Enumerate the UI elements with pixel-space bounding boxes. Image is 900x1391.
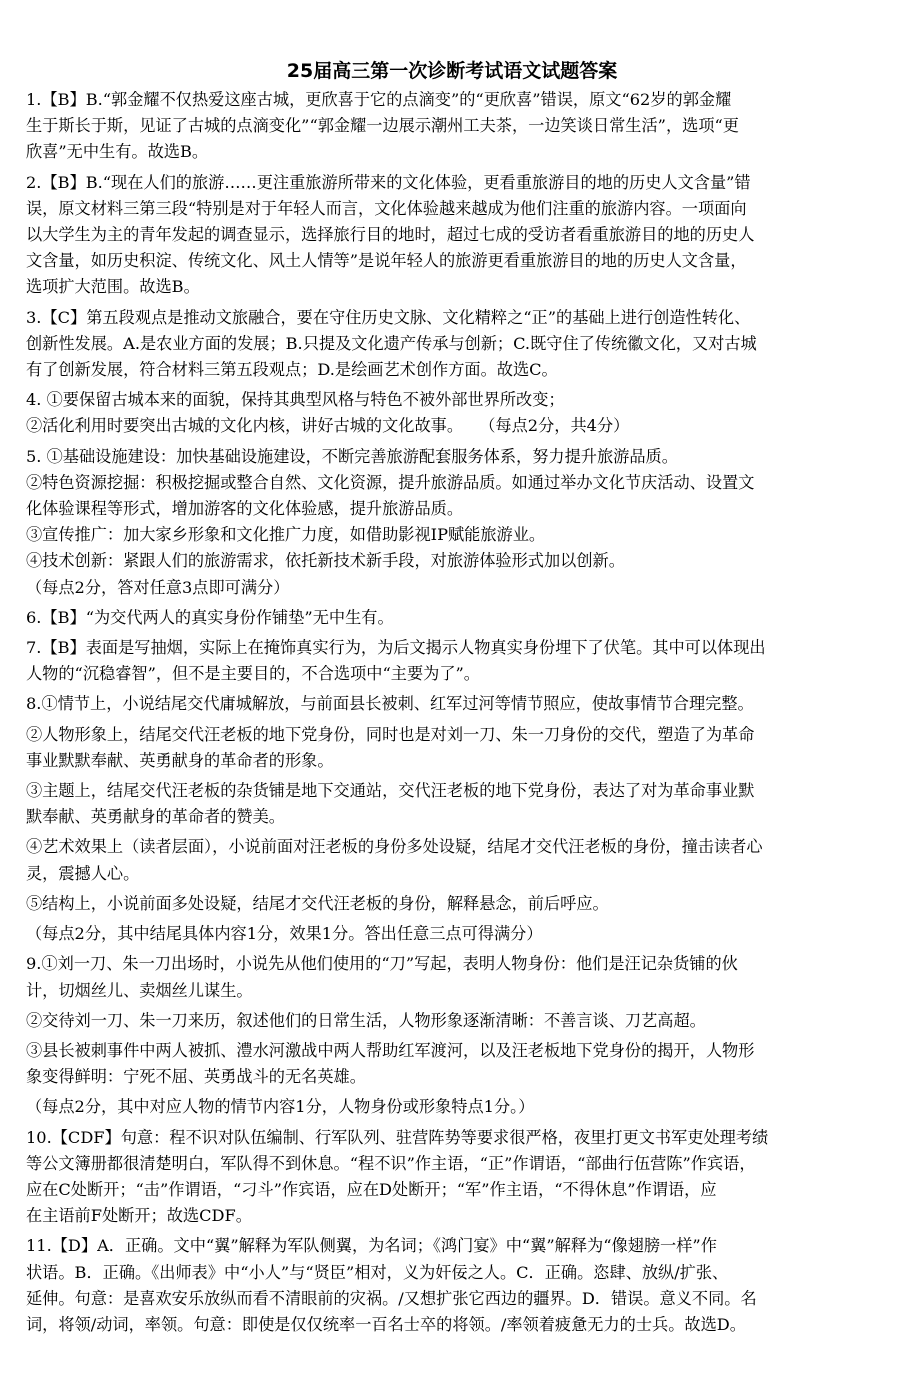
answer-block xyxy=(26,444,878,601)
answer-block xyxy=(26,722,878,774)
answer-document xyxy=(26,58,878,1338)
answer-line: ②活化利用时要突出古城的文化内核，讲好古城的文化故事。 （每点2分，共4分） xyxy=(26,416,630,436)
answer-line: 误，原文材料三第三段“特别是对于年轻人而言，文化体验越来越成为他们注重的旅游内容。一项面向 xyxy=(26,198,747,218)
answer-line: ③县长被刺事件中两人被抓、澧水河激战中两人帮助红军渡河，以及汪老板地下党身份的揭开，人物形 xyxy=(26,1040,755,1060)
answer-line: 默奉献、英勇献身的革命者的赞美。 xyxy=(26,807,285,827)
answer-line: ⑤结构上，小说前面多处设疑，结尾才交代汪老板的身份，解释悬念，前后呼应。 xyxy=(26,893,609,913)
answer-line: 1.【B】B.“郭金耀不仅热爱这座古城，更欣喜于它的点滴变”的“更欣喜”错误，原文“62岁的郭金耀 xyxy=(26,90,732,109)
answer-line: 2.【B】B.“现在人们的旅游……更注重旅游所带来的文化体验，更看重旅游目的地的历史人文含量”错 xyxy=(26,172,751,192)
answer-line: 3.【C】第五段观点是推动文旅融合，要在守住历史文脉、文化精粹之“正”的基础上进行创造性转化、 xyxy=(26,307,751,327)
answer-line: 生于斯长于斯，见证了古城的点滴变化”“郭金耀一边展示潮州工夫茶，一边笑谈日常生活”，选项“更 xyxy=(26,116,739,136)
answer-line: 象变得鲜明：宁死不屈、英勇战斗的无名英雄。 xyxy=(26,1067,366,1087)
answer-block xyxy=(26,605,878,631)
answer-line: （每点2分，其中结尾具体内容1分，效果1分。答出任意三点可得满分） xyxy=(26,924,543,944)
answer-line: 选项扩大范围。故选B。 xyxy=(26,277,200,297)
answer-line: 延伸。句意：是喜欢安乐放纵而看不清眼前的灾祸。/又想扩张它西边的疆界。D．错误。意义不同。名 xyxy=(26,1288,757,1308)
answer-block xyxy=(26,1008,878,1034)
answer-line: 有了创新发展，符合材料三第五段观点；D.是绘画艺术创作方面。故选C。 xyxy=(26,360,558,380)
answer-line: 词，将领/动词，率领。句意：即使是仅仅统率一百名士卒的将领。/率领着疲惫无力的士兵。故选D。 xyxy=(26,1314,746,1334)
answer-line: 欣喜”无中生有。故选B。 xyxy=(26,142,209,162)
answer-line: ②人物形象上，结尾交代汪老板的地下党身份，同时也是对刘一刀、朱一刀身份的交代，塑造了为革命 xyxy=(26,724,755,744)
answer-block xyxy=(26,1233,878,1338)
answer-line: 11.【D】A．正确。文中“翼”解释为军队侧翼，为名词；《鸿门宴》中“翼”解释为“像翅膀一样”作 xyxy=(26,1236,717,1256)
answer-line: 8.①情节上，小说结尾交代庸城解放，与前面县长被刺、红军过河等情节照应，使故事情节合理完整。 xyxy=(26,694,754,714)
answer-line: （每点2分，答对任意3点即可满分） xyxy=(26,577,290,597)
answer-block xyxy=(26,1094,878,1120)
answer-block xyxy=(26,778,878,830)
answer-line: 应在C处断开；“击”作谓语，“刁斗”作宾语，应在D处断开；“军”作主语，“不得休息”作谓语，应 xyxy=(26,1179,717,1199)
answer-line: 人物的“沉稳睿智”，但不是主要目的，不合选项中“主要为了”。 xyxy=(26,664,480,684)
answer-line: 状语。B．正确。《出师表》中“小人”与“贤臣”相对，义为奸佞之人。C．正确。恣肆、放纵/扩张、 xyxy=(26,1262,729,1282)
answer-line: ③主题上，结尾交代汪老板的杂货铺是地下交通站，交代汪老板的地下党身份，表达了对为革命事业默 xyxy=(26,781,755,801)
answer-block xyxy=(26,170,878,301)
answer-block xyxy=(26,921,878,947)
answer-block xyxy=(26,635,878,687)
answer-block xyxy=(26,87,878,166)
answer-line: 灵，震撼人心。 xyxy=(26,863,140,883)
answer-block xyxy=(26,891,878,917)
answer-line: 5. ①基础设施建设：加快基础设施建设，不断完善旅游配套服务体系，努力提升旅游品质。 xyxy=(26,446,678,466)
answer-line: 事业默默奉献、英勇献身的革命者的形象。 xyxy=(26,750,334,770)
answer-line: 7.【B】表面是写抽烟，实际上在掩饰真实行为，为后文揭示人物真实身份埋下了伏笔。其中可以体现出 xyxy=(26,638,766,658)
answer-line: ②交待刘一刀、朱一刀来历，叙述他们的日常生活，人物形象逐渐清晰：不善言谈、刀艺高超。 xyxy=(26,1010,706,1030)
page-title: 25届高三第一次诊断考试语文试题答案 xyxy=(286,60,618,82)
answer-block xyxy=(26,951,878,1003)
answer-line: 10.【CDF】句意：程不识对队伍编制、行军队列、驻营阵势等要求很严格，夜里打更文书军吏处理考绩 xyxy=(26,1127,769,1147)
answer-block xyxy=(26,1038,878,1090)
answer-block xyxy=(26,1125,878,1230)
answer-block xyxy=(26,691,878,717)
answer-line: 化体验课程等形式，增加游客的文化体验感，提升旅游品质。 xyxy=(26,499,464,519)
answer-line: 在主语前F处断开；故选CDF。 xyxy=(26,1206,252,1226)
answer-line: 9.①刘一刀、朱一刀出场时，小说先从他们使用的“刀”写起，表明人物身份：他们是汪记杂货铺的伙 xyxy=(26,954,738,974)
answer-line: 6.【B】“为交代两人的真实身份作铺垫”无中生有。 xyxy=(26,607,394,627)
answer-line: 4. ①要保留古城本来的面貌，保持其典型风格与特色不被外部世界所改变； xyxy=(26,390,565,410)
answer-block xyxy=(26,387,878,439)
answer-line: （每点2分，其中对应人物的情节内容1分，人物身份或形象特点1分。） xyxy=(26,1097,535,1117)
answer-block xyxy=(26,834,878,886)
answer-block xyxy=(26,305,878,384)
answer-content xyxy=(26,87,878,1338)
answer-line: 等公文簿册都很清楚明白，军队得不到休息。“程不识”作主语，“正”作谓语，“部曲行伍营陈”作宾语， xyxy=(26,1153,756,1173)
answer-line: 计，切烟丝儿、卖烟丝儿谋生。 xyxy=(26,980,253,1000)
answer-line: 创新性发展。A.是农业方面的发展；B.只提及文化遗产传承与创新；C.既守住了传统徽文化，又对古城 xyxy=(26,333,757,353)
answer-line: 以大学生为主的青年发起的调查显示，选择旅行目的地时，超过七成的受访者看重旅游目的地的历史人 xyxy=(26,225,755,245)
answer-line: 文含量，如历史积淀、传统文化、风土人情等”是说年轻人的旅游更看重旅游目的地的历史人文含量， xyxy=(26,251,747,271)
answer-line: ④技术创新：紧跟人们的旅游需求，依托新技术新手段，对旅游体验形式加以创新。 xyxy=(26,551,625,571)
answer-line: ③宣传推广：加大家乡形象和文化推广力度，如借助影视IP赋能旅游业。 xyxy=(26,525,546,545)
answer-line: ④艺术效果上（读者层面），小说前面对汪老板的身份多处设疑，结尾才交代汪老板的身份，撞击读者心 xyxy=(26,837,763,857)
answer-line: ②特色资源挖掘：积极挖掘或整合自然、文化资源，提升旅游品质。如通过举办文化节庆活动、设置文 xyxy=(26,472,755,492)
